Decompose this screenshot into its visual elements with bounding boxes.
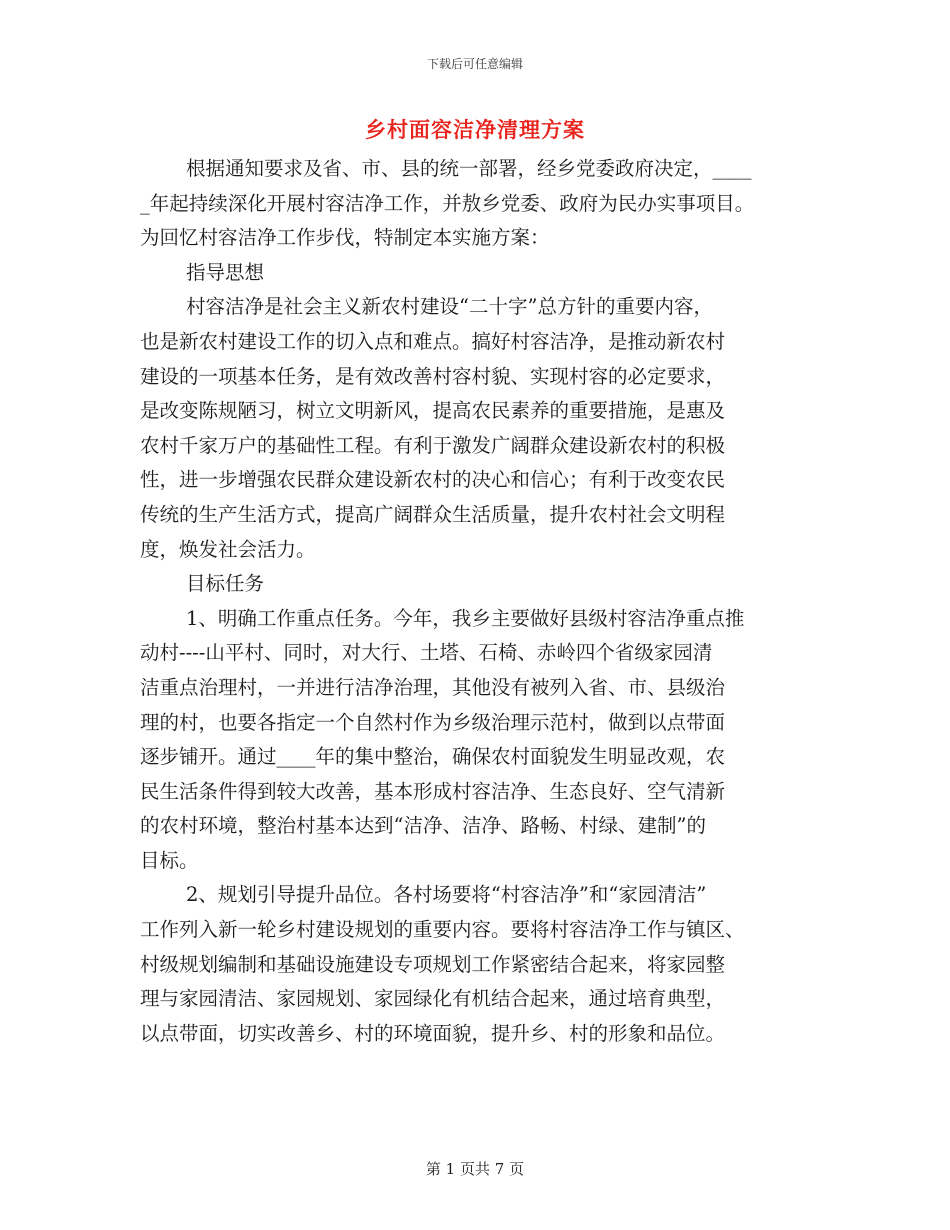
- text-line: 村级规划编制和基础设施建设专项规划工作紧密结合起来，将家园整: [140, 952, 726, 976]
- document-body: [140, 152, 815, 1051]
- text-line: 以点带面，切实改善乡、村的环境面貌，提升乡、村的形象和品位。: [140, 1021, 726, 1045]
- text-line: 是改变陈规陋习，树立文明新风，提高农民素养的重要措施，是惠及: [140, 399, 726, 423]
- text-line: 理的村，也要各指定一个自然村作为乡级治理示范村，做到以点带面: [140, 710, 726, 734]
- text-line: 的农村环境，整治村基本达到“洁净、洁净、路畅、村绿、建制”的: [140, 814, 706, 838]
- text-line: 目标任务: [186, 572, 265, 596]
- text-line: 1、明确工作重点任务。今年，我乡主要做好县级村容洁净重点推: [186, 606, 745, 630]
- text-line: 2、规划引导提升品位。各村场要将“村容洁净”和“家园清洁”: [186, 883, 707, 907]
- text-line: 动村----山平村、同时，对大行、土塔、石椅、赤岭四个省级家园清: [140, 641, 713, 665]
- text-line: 根据通知要求及省、市、县的统一部署，经乡党委政府决定，____: [186, 157, 752, 180]
- text-line: 洁重点治理村，一并进行洁净治理，其他没有被列入省、市、县级治: [140, 675, 726, 699]
- text-line: 为回忆村容洁净工作步伐，特制定本实施方案：: [140, 226, 550, 250]
- text-line: 逐步铺开。通过____年的集中整治，确保农村面貌发生明显改观，农: [140, 745, 726, 769]
- text-line: 理与家园清洁、家园规划、家园绿化有机结合起来，通过培育典型，: [140, 987, 726, 1011]
- text-line: 民生活条件得到较大改善，基本形成村容洁净、生态良好、空气清新: [140, 779, 726, 803]
- text-line: 传统的生产生活方式，提高广阔群众生活质量，提升农村社会文明程: [140, 502, 726, 526]
- text-line: _年起持续深化开展村容洁净工作，并敖乡党委、政府为民办实事项目。: [140, 191, 755, 215]
- text-line: 指导思想: [186, 260, 265, 284]
- text-line: 目标。: [140, 848, 199, 872]
- text-line: 工作列入新一轮乡村建设规划的重要内容。要将村容洁净工作与镇区、: [140, 918, 745, 942]
- text-line: 性，进一步增强农民群众建设新农村的决心和信心；有利于改变农民: [140, 468, 726, 492]
- text-line: 也是新农村建设工作的切入点和难点。搞好村容洁净，是推动新农村: [140, 329, 726, 353]
- document-title: 乡村面容洁净清理方案: [365, 117, 585, 142]
- page-header: 下载后可任意编辑: [426, 57, 523, 71]
- text-line: 农村千家万户的基础性工程。有利于激发广阔群众建设新农村的积极: [140, 433, 726, 457]
- text-line: 度，焕发社会活力。: [140, 537, 316, 561]
- text-line: 村容洁净是社会主义新农村建设“二十字”总方针的重要内容，: [186, 295, 713, 319]
- text-line: 建设的一项基本任务，是有效改善村容村貌、实现村容的必定要求，: [140, 364, 726, 388]
- page-footer: 第 1 页共 7 页: [425, 1160, 525, 1178]
